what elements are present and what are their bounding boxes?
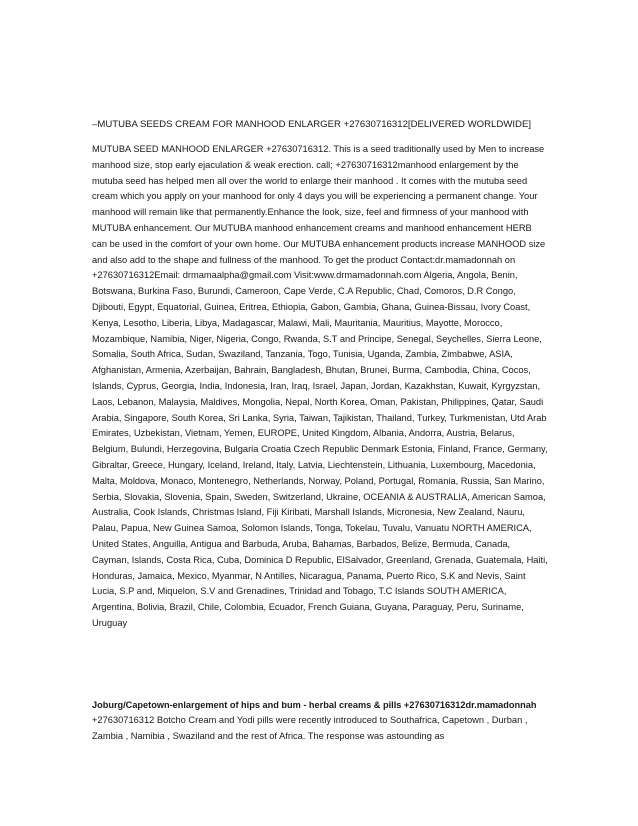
- section-title: Joburg/Capetown-enlargement of hips and bum - herbal creams & pills +27630716312dr.mamadonnah: [92, 700, 537, 710]
- section-body-paragraph: +27630716312 Botcho Cream and Yodi pills were recently introduced to Southafrica, Capetown , Durban , Zambia , Namibia , Swaziland and the rest of Africa. The response was astounding as: [92, 715, 528, 741]
- document-body-paragraph: MUTUBA SEED MANHOOD ENLARGER +27630716312. This is a seed traditionally used by Men to increase manhood size, stop early ejaculation & weak erection. call; +27630716312manhood enlargement by the mutuba seed has helped men all over the world to enlarge their manhood . It comes with the mutuba seed cream which you apply on your manhood for only 4 days you will be experiencing a permanent change. Your manhood will remain like that permanently.Enhance the look, size, feel and firmness of your manhood with MUTUBA enhancement. Our MUTUBA manhood enhancement creams and manhood enhancement HERB can be used in the comfort of your own home. Our MUTUBA enhancement products increase MANHOOD size and also add to the shape and fullness of the manhood. To get the product Contact:dr.mamadonnah on +27630716312Email: drmamaalpha@gmail.com Visit:www.drmamadonnah.com Algeria, Angola, Benin, Botswana, Burkina Faso, Burundi, Cameroon, Cape Verde, C.A Republic, Chad, Comoros, D.R Congo, Djibouti, Egypt, Equatorial, Guinea, Eritrea, Ethiopia, Gabon, Gambia, Ghana, Guinea-Bissau, Ivory Coast, Kenya, Lesotho, Liberia, Libya, Madagascar, Malawi, Mali, Mauritania, Mauritius, Mayotte, Morocco, Mozambique, Namibia, Niger, Nigeria, Congo, Rwanda, S.T and Principe, Senegal, Seychelles, Sierra Leone, Somalia, South Africa, Sudan, Swaziland, Tanzania, Togo, Tunisia, Uganda, Zambia, Zimbabwe, ASIA, Afghanistan, Armenia, Azerbaijan, Bahrain, Bangladesh, Bhutan, Brunei, Burma, Cambodia, China, Cocos, Islands, Cyprus, Georgia, India, Indonesia, Iran, Iraq, Israel, Japan, Jordan, Kazakhstan, Kuwait, Kyrgyzstan, Laos, Lebanon, Malaysia, Maldives, Mongolia, Nepal, North Korea, Oman, Pakistan, Philippines, Qatar, Saudi Arabia, Singapore, South Korea, Sri Lanka, Syria, Taiwan, Tajikistan, Thailand, Turkey, Turkmenistan, Utd Arab Emirates, Uzbekistan, Vietnam, Yemen, EUROPE, United Kingdom, Albania, Andorra, Austria, Belarus, Belgium, Bulundi, Herzegovina, Bulgaria Croatia Czech Republic Denmark Estonia, Finland, France, Germany, Gibraltar, Greece, Hungary, Iceland, Ireland, Italy, Latvia, Liechtenstein, Lithuania, Luxembourg, Macedonia, Malta, Moldova, Monaco, Montenegro, Netherlands, Norway, Poland, Portugal, Romania, Russia, San Marino, Serbia, Slovakia, Slovenia, Spain, Sweden, Switzerland, Ukraine, OCEANIA & AUSTRALIA, American Samoa, Australia, Cook Islands, Christmas Island, Fiji Kiribati, Marshall Islands, Micronesia, New Zealand, Nauru, Palau, Papua, New Guinea Samoa, Solomon Islands, Tonga, Tokelau, Tuvalu, Vanuatu NORTH AMERICA, United States, Anguilla, Antigua and Barbuda, Aruba, Bahamas, Barbados, Belize, Bermuda, Canada, Cayman, Islands, Costa Rica, Cuba, Dominica D Republic, ElSalvador, Greenland, Grenada, Guatemala, Haiti, Honduras, Jamaica, Mexico, Myanmar, N Antilles, Nicaragua, Panama, Puerto Rico, S.K and Nevis, Saint Lucia, S.P and, Miquelon, S.V and Grenadines, Trinidad and Tobago, T.C Islands SOUTH AMERICA, Argentina, Bolivia, Brazil, Chile, Colombia, Ecuador, French Guiana, Guyana, Paraguay, Peru, Suriname, Uruguay: [92, 144, 548, 628]
- document-heading: –MUTUBA SEEDS CREAM FOR MANHOOD ENLARGER +27630716312[DELIVERED WORLDWIDE]: [92, 119, 532, 130]
